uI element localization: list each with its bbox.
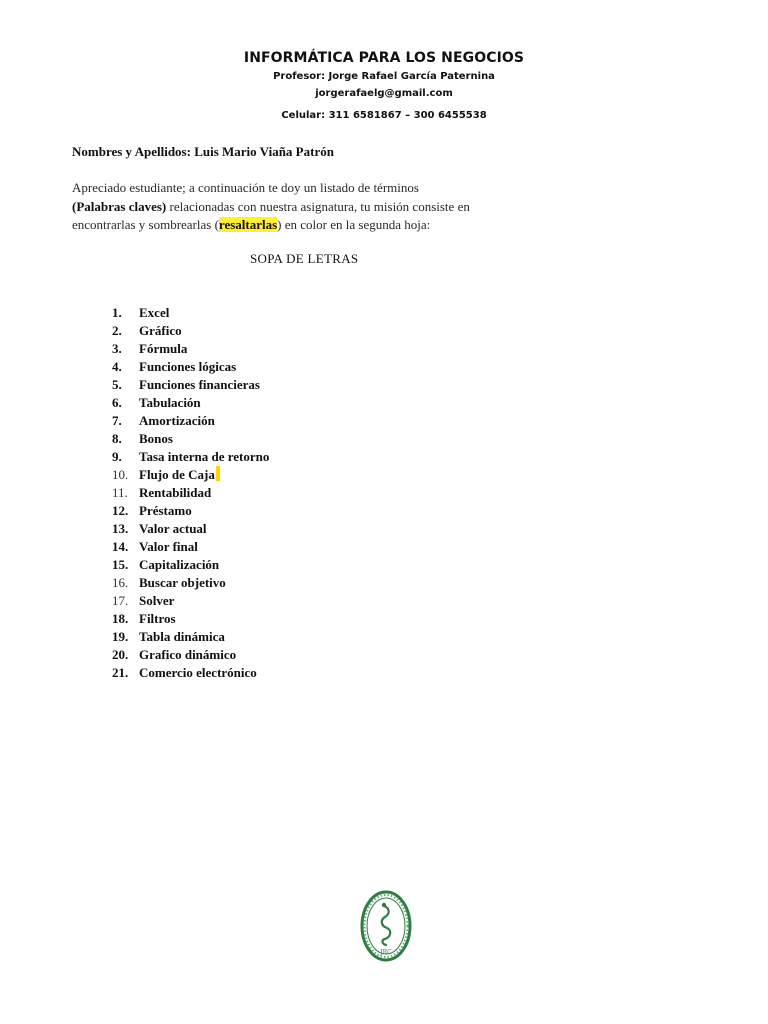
list-item bbox=[112, 646, 269, 664]
intro-highlight: resaltarlas bbox=[218, 217, 278, 232]
word-search-title: SOPA DE LETRAS bbox=[250, 251, 359, 266]
list-item bbox=[112, 610, 269, 628]
term-number: 12. bbox=[112, 503, 129, 518]
term-text: Tabla dinámica bbox=[139, 629, 225, 644]
term-text: Tasa interna de retorno bbox=[139, 449, 270, 464]
list-item bbox=[112, 664, 269, 682]
professor-phone: Celular: 311 6581867 – 300 6455538 bbox=[281, 110, 487, 121]
term-text: Préstamo bbox=[139, 503, 192, 518]
list-item bbox=[112, 376, 269, 394]
term-number: 14. bbox=[112, 539, 129, 554]
list-item bbox=[112, 574, 269, 592]
student-label: Nombres y Apellidos: bbox=[72, 144, 191, 159]
university-seal-icon bbox=[360, 890, 412, 962]
term-text: Rentabilidad bbox=[139, 485, 212, 500]
list-item bbox=[112, 358, 269, 376]
intro-keywords: (Palabras claves) bbox=[72, 198, 167, 214]
list-item bbox=[112, 448, 269, 466]
term-number: 19. bbox=[112, 629, 129, 644]
list-item bbox=[112, 394, 269, 412]
term-number: 6. bbox=[112, 395, 122, 410]
term-number: 3. bbox=[112, 341, 122, 356]
term-text: Amortización bbox=[139, 413, 215, 428]
term-text: Valor actual bbox=[139, 521, 207, 536]
student-name: Luis Mario Viaña Patrón bbox=[194, 144, 334, 159]
term-number: 13. bbox=[112, 521, 129, 536]
professor-email: jorgerafaelg@gmail.com bbox=[315, 88, 453, 99]
term-number: 2. bbox=[112, 323, 122, 338]
term-text: Excel bbox=[139, 305, 170, 320]
term-number: 5. bbox=[112, 377, 122, 392]
list-item bbox=[112, 322, 269, 340]
term-text: Flujo de Caja bbox=[139, 467, 215, 482]
term-text: Filtros bbox=[139, 611, 176, 626]
term-number: 20. bbox=[112, 647, 129, 662]
term-number: 16. bbox=[112, 575, 129, 590]
term-number: 7. bbox=[112, 413, 122, 428]
term-number: 1. bbox=[112, 305, 122, 320]
term-text: Funciones lógicas bbox=[139, 359, 237, 374]
term-number: 17. bbox=[112, 593, 129, 608]
intro-text-3: ) en color en la segunda hoja: bbox=[277, 217, 431, 232]
text-cursor bbox=[216, 466, 220, 481]
term-number: 8. bbox=[112, 431, 122, 446]
term-text: Solver bbox=[139, 593, 175, 608]
course-title: INFORMÁTICA PARA LOS NEGOCIOS bbox=[243, 50, 525, 66]
list-item bbox=[112, 466, 269, 484]
term-text: Valor final bbox=[139, 539, 198, 554]
professor-name: Profesor: Jorge Rafael García Paternina bbox=[273, 71, 495, 82]
term-text: Tabulación bbox=[139, 395, 201, 410]
term-number: 21. bbox=[112, 665, 129, 680]
terms-list bbox=[112, 304, 269, 682]
list-item bbox=[112, 538, 269, 556]
intro-text-1: Apreciado estudiante; a continuación te doy un listado de términos bbox=[72, 180, 419, 195]
list-item bbox=[112, 304, 269, 322]
term-text: Fórmula bbox=[139, 341, 188, 356]
list-item bbox=[112, 340, 269, 358]
list-item bbox=[112, 592, 269, 610]
term-number: 9. bbox=[112, 449, 122, 464]
term-text: Gráfico bbox=[139, 323, 182, 338]
intro-text-2: relacionadas con nuestra asignatura, tu misión consiste en encontrarlas y sombrearlas ( bbox=[72, 198, 470, 232]
term-text: Buscar objetivo bbox=[139, 575, 226, 590]
term-text: Comercio electrónico bbox=[139, 665, 257, 680]
term-number: 4. bbox=[112, 359, 122, 374]
list-item bbox=[112, 628, 269, 646]
svg-text:JRC: JRC bbox=[380, 949, 392, 956]
term-number: 10. bbox=[112, 467, 129, 482]
student-line bbox=[72, 144, 334, 160]
list-item bbox=[112, 412, 269, 430]
list-item bbox=[112, 556, 269, 574]
term-text: Funciones financieras bbox=[139, 377, 260, 392]
document-header bbox=[0, 48, 768, 124]
list-item bbox=[112, 484, 269, 502]
term-number: 18. bbox=[112, 611, 129, 626]
term-text: Bonos bbox=[139, 431, 173, 446]
list-item bbox=[112, 430, 269, 448]
term-text: Capitalización bbox=[139, 557, 220, 572]
term-number: 15. bbox=[112, 557, 129, 572]
term-text: Grafico dinámico bbox=[139, 647, 237, 662]
term-number: 11. bbox=[112, 485, 128, 500]
list-item bbox=[112, 520, 269, 538]
list-item bbox=[112, 502, 269, 520]
intro-paragraph bbox=[72, 179, 532, 235]
